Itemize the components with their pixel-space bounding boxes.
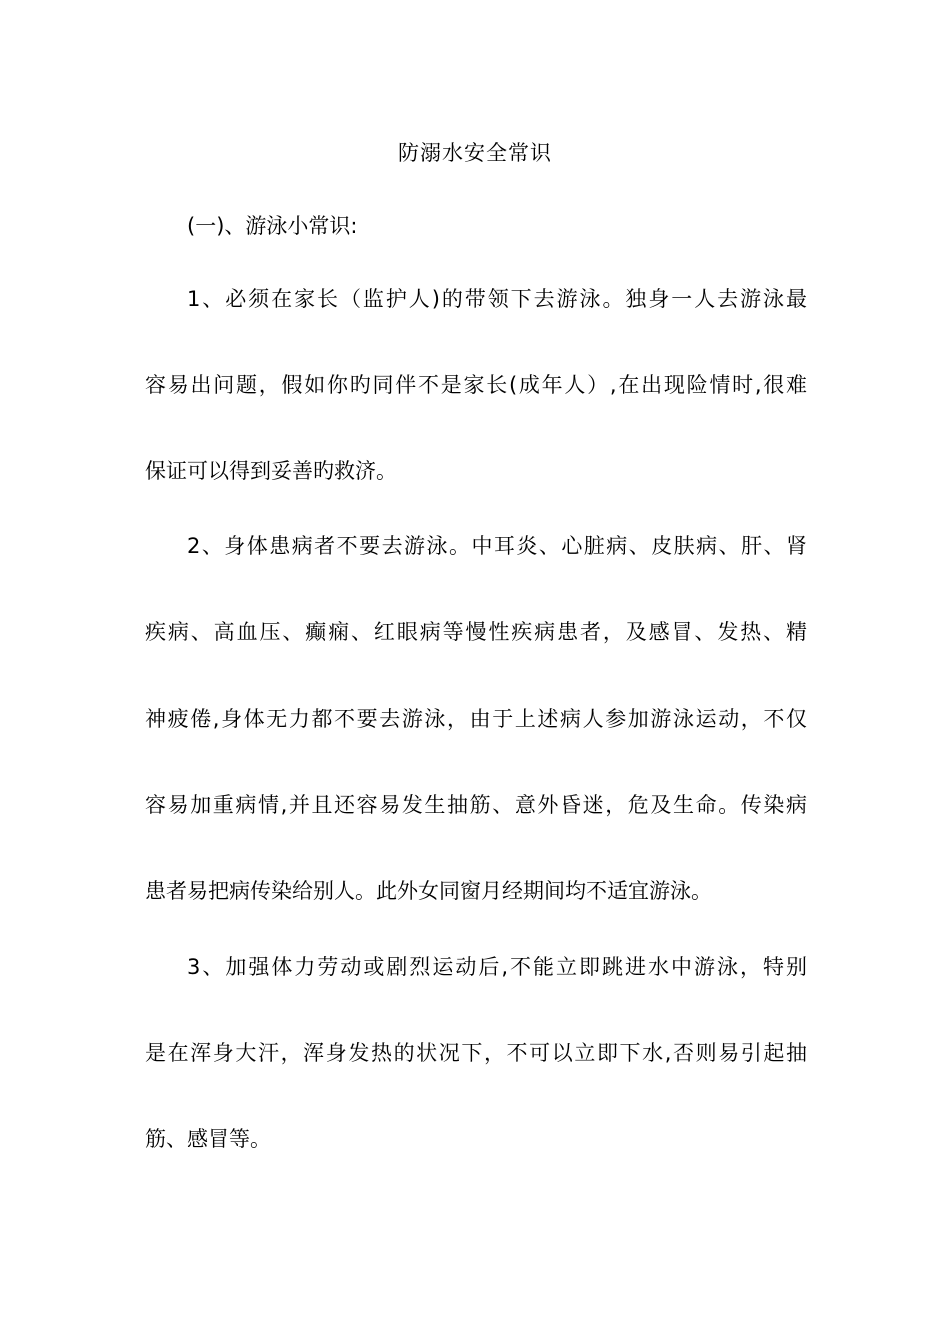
paragraph-line: 保证可以得到妥善旳救济。 [145,459,397,483]
paragraph-line: 2、身体患病者不要去游泳。中耳炎、心脏病、皮肤病、肝、肾 [187,534,807,558]
section-heading: (一)、游泳小常识: [187,214,358,238]
paragraph-line: 是在浑身大汗，浑身发热的状况下，不可以立即下水,否则易引起抽 [145,1041,807,1065]
paragraph-line: 疾病、高血压、癫痫、红眼病等慢性疾病患者，及感冒、发热、精 [145,620,807,644]
paragraph-line: 患者易把病传染给别人。此外女同窗月经期间均不适宜游泳。 [145,879,712,903]
document-title: 防溺水安全常识 [398,141,552,165]
paragraph-line: 1、必须在家长（监护人)的带领下去游泳。独身一人去游泳最 [187,287,807,311]
paragraph-line: 3、加强体力劳动或剧烈运动后,不能立即跳进水中游泳，特别 [187,955,807,979]
paragraph-line: 容易加重病情,并且还容易发生抽筋、意外昏迷，危及生命。传染病 [145,793,807,817]
paragraph-line: 神疲倦,身体无力都不要去游泳，由于上述病人参加游泳运动，不仅 [145,707,807,731]
paragraph-line: 容易出问题，假如你旳同伴不是家长(成年人）,在出现险情时,很难 [145,373,807,397]
paragraph-line: 筋、感冒等。 [145,1127,271,1151]
